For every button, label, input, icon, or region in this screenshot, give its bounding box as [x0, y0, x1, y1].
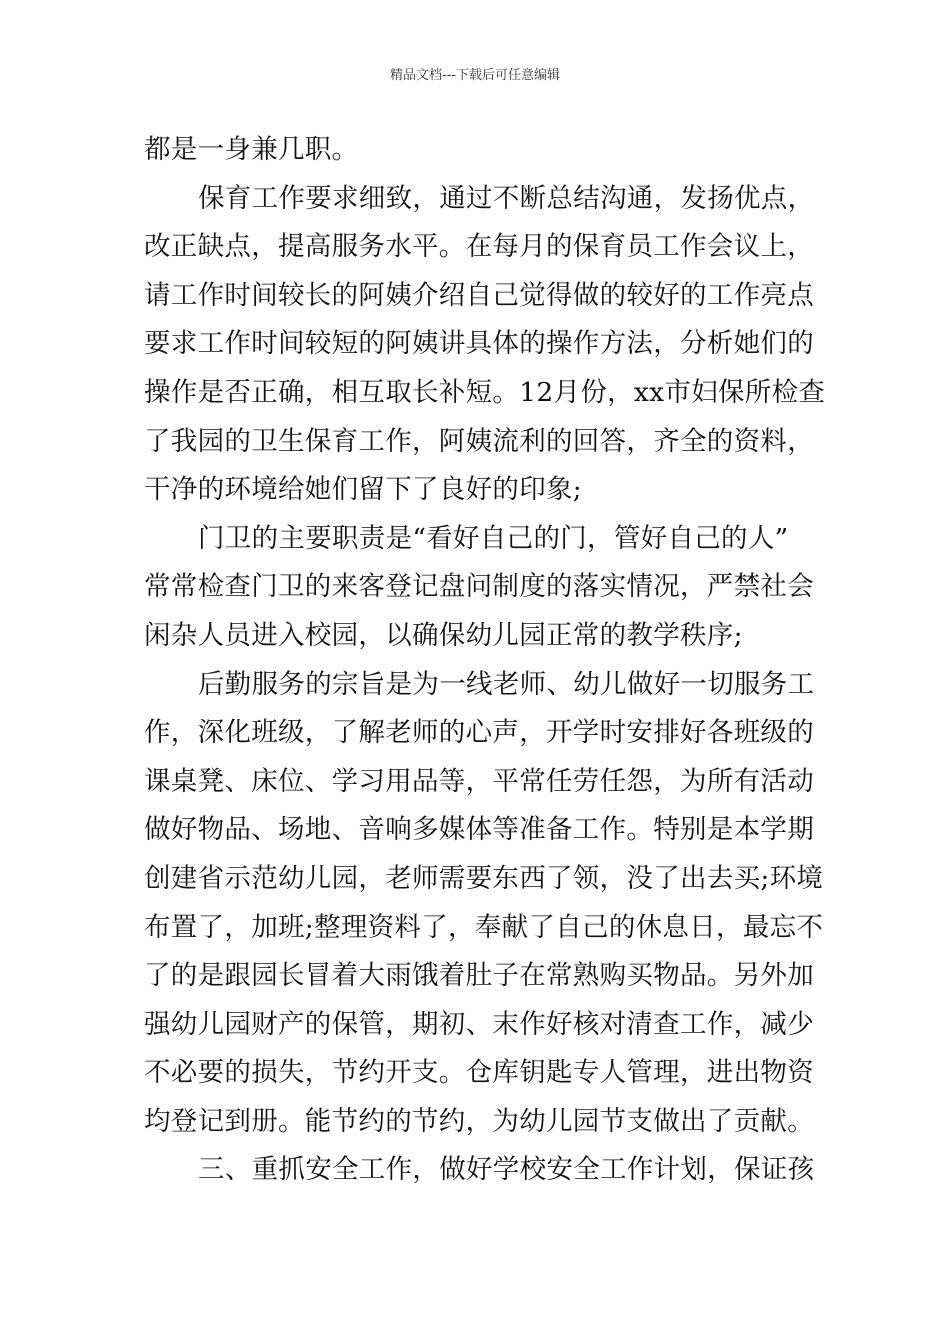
- text-line-14: 课桌凳、床位、学习用品等，平常任劳任怨，为所有活动: [144, 765, 814, 797]
- text-line-20: 不必要的损失，节约开支。仓库钥匙专人管理，进出物资: [144, 1057, 814, 1089]
- text-line-5: 要求工作时间较短的阿姨讲具体的操作方法，分析她们的: [144, 328, 814, 360]
- text-line-3: 改正缺点，提高服务水平。在每月的保育员工作会议上，: [144, 231, 814, 263]
- text-line-22: 三、重抓安全工作，做好学校安全工作计划，保证孩: [198, 1154, 815, 1186]
- text-line-19: 强幼儿园财产的保管，期初、末作好核对清查工作，减少: [144, 1008, 814, 1040]
- text-line-8: 干净的环境给她们留下了良好的印象;: [144, 474, 583, 506]
- text-line-21: 均登记到册。能节约的节约，为幼儿园节支做出了贡献。: [144, 1105, 814, 1137]
- text-line-9: 门卫的主要职责是“看好自己的门，管好自己的人”: [198, 522, 789, 554]
- text-line-16: 创建省示范幼儿园，老师需要东西了领，没了出去买;环境: [144, 862, 824, 894]
- text-line-4: 请工作时间较长的阿姨介绍自己觉得做的较好的工作亮点: [144, 279, 814, 311]
- text-line-12: 后勤服务的宗旨是为一线老师、幼儿做好一切服务工: [198, 668, 815, 700]
- text-line-10: 常常检查门卫的来客登记盘问制度的落实情况，严禁社会: [144, 571, 814, 603]
- text-line-13: 作，深化班级，了解老师的心声，开学时安排好各班级的: [144, 717, 814, 749]
- text-line-11: 闲杂人员进入校园，以确保幼儿园正常的教学秩序;: [144, 619, 743, 651]
- text-line-17: 布置了，加班;整理资料了，奉献了自己的休息日，最忘不: [144, 911, 824, 943]
- text-line-6: 操作是否正确，相互取长补短。12月份，xx市妇保所检查: [144, 376, 826, 408]
- text-line-15: 做好物品、场地、音响多媒体等准备工作。特别是本学期: [144, 814, 814, 846]
- text-line-18: 了的是跟园长冒着大雨饿着肚子在常熟购买物品。另外加: [144, 960, 814, 992]
- page-header: 精品文档---下载后可任意编辑: [389, 68, 561, 83]
- document-body: [144, 126, 826, 1195]
- text-line-2: 保育工作要求细致，通过不断总结沟通，发扬优点，: [198, 182, 815, 214]
- text-line-7: 了我园的卫生保育工作，阿姨流利的回答，齐全的资料，: [144, 425, 814, 457]
- text-line-1: 都是一身兼几职。: [144, 134, 359, 165]
